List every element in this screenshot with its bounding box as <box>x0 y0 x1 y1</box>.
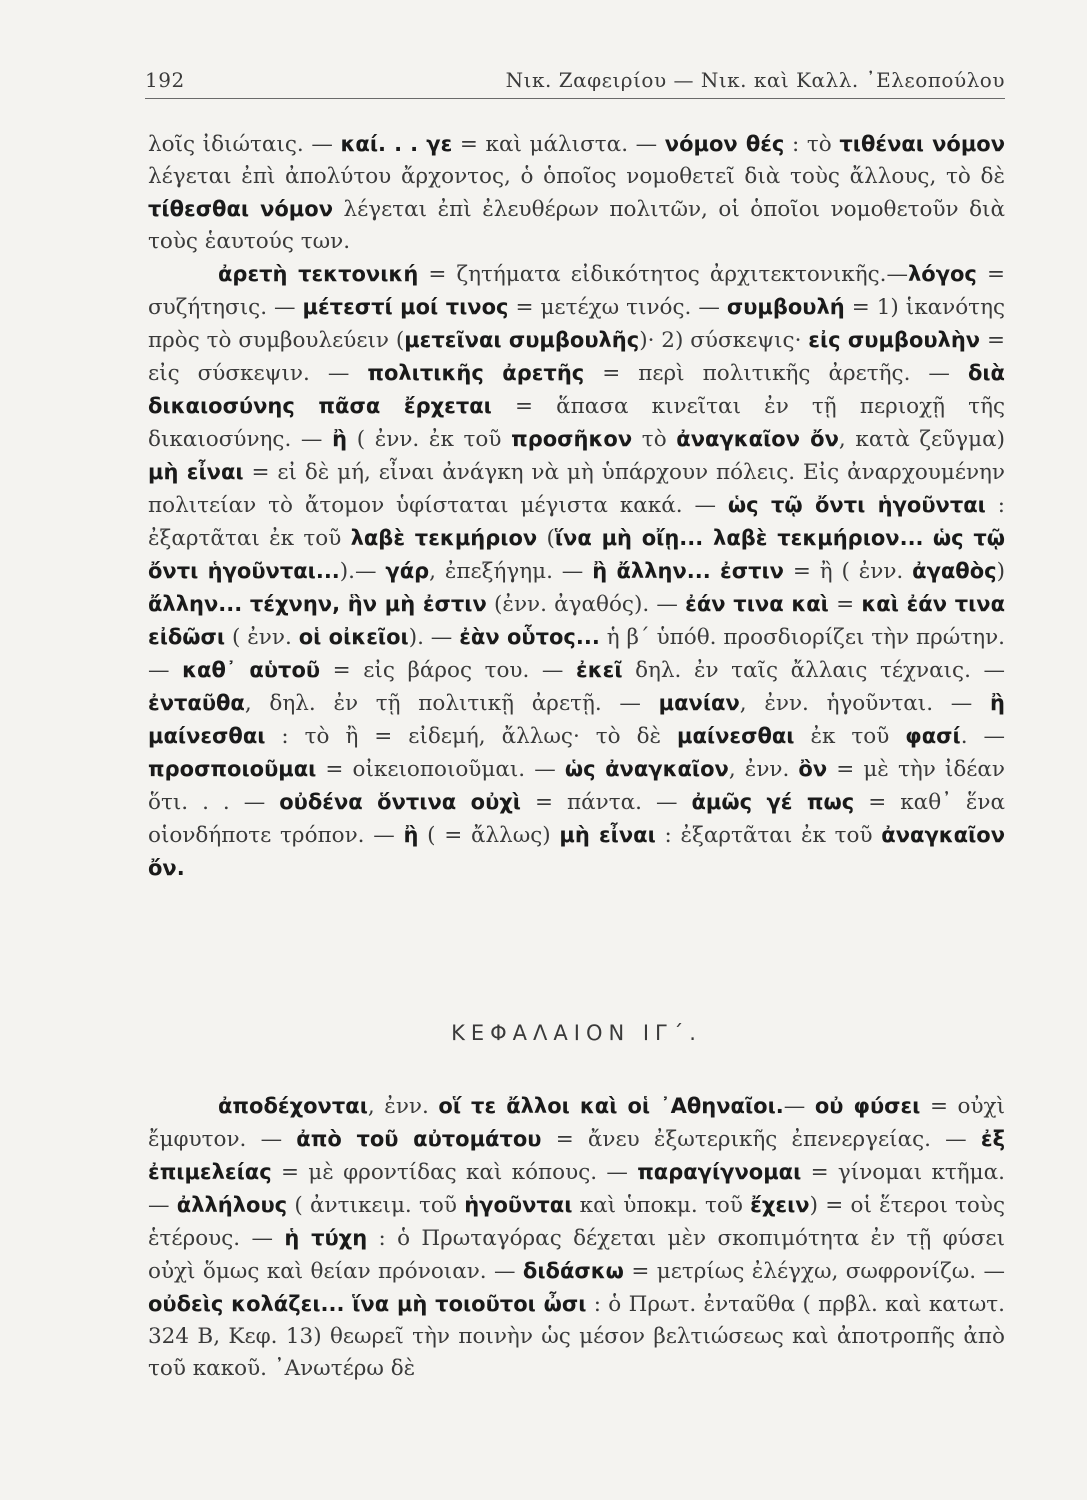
lemma: οὐδένα ὅντινα οὐχὶ <box>279 790 521 814</box>
gloss-text: δηλ. ἐν ταῖς ἄλλαις τέχναις. — <box>622 658 1005 683</box>
lemma: ἢ <box>403 823 419 847</box>
gloss-text: ἐκ τοῦ <box>794 724 906 749</box>
lemma: παραγίγνομαι <box>637 1160 802 1184</box>
lemma: προσῆκον <box>511 427 633 451</box>
lemma: νόμον θές <box>664 132 785 156</box>
lemma: γάρ <box>385 559 430 583</box>
gloss-text: , κατὰ ζεῦγμα) <box>838 427 1005 452</box>
gloss-text: , ἐνν. ἡγοῦνται. — <box>739 691 991 716</box>
paragraph <box>148 128 1005 258</box>
gloss-text: : ὁ Πρωταγόρας δέχεται μὲν σκοπιμότητα ἐν τῇ φύσει οὐχὶ ὅμως καὶ θείαν πρόνοιαν. — <box>148 1226 1005 1284</box>
gloss-text: — <box>783 1094 815 1119</box>
lemma: μαίνεσθαι <box>677 724 795 748</box>
gloss-text: = πάντα. — <box>521 790 692 815</box>
gloss-text: ( <box>537 526 555 551</box>
lemma: ἐκεῖ <box>576 658 623 682</box>
lemma: ἀποδέχονται <box>218 1094 368 1118</box>
lemma: διὰ δικαιοσύνης πᾶσα ἔρχεται <box>148 361 1005 418</box>
gloss-text: τὸ <box>632 427 677 452</box>
gloss-text: ( ἐνν. <box>225 625 299 650</box>
lemma: ἡ τύχη <box>284 1226 368 1250</box>
page-number: 192 <box>145 68 185 92</box>
gloss-text: ἡ β΄ ὑπόθ. προσδιορίζει τὴν πρώτην. — <box>148 625 1006 683</box>
gloss-text: ) = οἱ ἕτεροι τοὺς ἑτέρους. — <box>148 1193 1005 1251</box>
gloss-text: ) <box>996 559 1005 584</box>
lemma: οἱ οἰκεῖοι <box>298 625 409 649</box>
lemma: εἰς συμβουλὴν <box>808 328 981 352</box>
gloss-text: = μὲ τὴν ἰδέαν ὅτι. . . — <box>148 757 1005 815</box>
lemma: διδάσκω <box>522 1259 624 1283</box>
running-head <box>145 68 1005 99</box>
lemma: ἀπὸ τοῦ αὐτομάτου <box>296 1127 542 1151</box>
lemma: λαβὲ τεκμήριον <box>350 526 538 550</box>
gloss-text: . — <box>960 724 1006 749</box>
lemma: καθ᾿ αὑτοῦ <box>182 658 321 682</box>
lemma: οὐδεὶς κολάζει... ἵνα μὴ τοιοῦτοι ὦσι <box>148 1292 587 1316</box>
lemma: ὡς τῷ ὄντι ἡγοῦνται... <box>148 526 1005 583</box>
lemma: μὴ εἶναι <box>559 823 656 847</box>
lemma: ἀναγκαῖον ὄν <box>676 427 839 451</box>
gloss-text: ( ἐνν. ἐκ τοῦ <box>347 427 512 452</box>
lemma: ἐξ ἐπιμελείας <box>148 1127 1005 1184</box>
gloss-text: λέγεται ἐπὶ ἀπολύτου ἄρχοντος, ὁ ὁποῖος νομοθετεῖ διὰ τοὺς ἄλλους, τὸ δὲ <box>148 164 1005 189</box>
gloss-text: ).— <box>339 559 386 584</box>
gloss-text: = περὶ πολιτικῆς ἀρετῆς. — <box>584 361 968 386</box>
running-title: Νικ. Ζαφειρίου — Νικ. καὶ Καλλ. ᾿Ελεοπούλου <box>505 68 1005 92</box>
lemma: μανίαν <box>658 691 740 715</box>
lemma: μετεῖναι συμβουλῆς <box>404 328 640 352</box>
lemma: πολιτικῆς ἀρετῆς <box>367 361 585 385</box>
lemma: ἀναγκαῖον ὄν. <box>148 823 1006 880</box>
lemma: ἢ <box>332 427 348 451</box>
gloss-text: λοῖς ἰδιώταις. — <box>148 132 341 157</box>
gloss-text: = <box>828 592 862 617</box>
lemma: συμβουλή <box>726 295 845 319</box>
gloss-text <box>924 526 933 551</box>
gloss-text: , ἐνν. <box>728 757 799 782</box>
lemma: ὂν <box>798 757 828 781</box>
gloss-text: , ἐνν. <box>367 1094 439 1119</box>
gloss-text: = ἢ ( ἐνν. <box>783 559 913 584</box>
gloss-text: )· 2) σύσκεψις· <box>639 328 809 353</box>
gloss-text: = ἄνευ ἐξωτερικῆς ἐπενεργείας. — <box>541 1127 981 1152</box>
gloss-text: = γίνομαι κτῆμα. — <box>148 1160 1005 1218</box>
lemma: προσποιοῦμαι <box>148 757 317 781</box>
commentary-section-2 <box>148 1090 1005 1385</box>
gloss-text: : ἐξαρτᾶται ἐκ τοῦ <box>655 823 882 848</box>
lemma: ὡς ἀναγκαῖον <box>564 757 729 781</box>
gloss-text: : τὸ <box>784 132 840 157</box>
lemma: ἄλλην... τέχνην, ἣν μὴ ἐστιν <box>148 592 487 616</box>
lemma: καὶ ἐάν τινα εἰδῶσι <box>148 592 1006 649</box>
lemma: ἡγοῦνται <box>464 1193 573 1217</box>
lemma: ἢ ἄλλην... ἐστιν <box>592 559 784 583</box>
lemma: οὐ φύσει <box>814 1094 921 1118</box>
gloss-text: = εἰς βάρος του. — <box>320 658 577 683</box>
paragraph <box>148 258 1005 885</box>
lemma: ἔχειν <box>750 1193 810 1217</box>
gloss-text: ( ἀντικειμ. τοῦ <box>287 1193 465 1218</box>
gloss-text: = μετέχω τινός. — <box>508 295 727 320</box>
gloss-text: = ἅπασα κινεῖται ἐν τῇ περιοχῇ τῆς δικαιοσύνης. — <box>148 394 1005 452</box>
gloss-text: (ἐνν. ἀγαθός). — <box>486 592 686 617</box>
lemma: καί. . . γε <box>340 132 453 156</box>
lemma: ἀγαθὸς <box>912 559 997 583</box>
chapter-heading: ΚΕΦΑΛΑΙΟΝ ΙΓ΄. <box>451 1021 702 1045</box>
lemma: ἐνταῦθα <box>148 691 245 715</box>
gloss-text: = καθ᾿ ἕνα οἱονδήποτε τρόπον. — <box>148 790 1006 848</box>
gloss-text: = εἰ δὲ μή, εἶναι ἀνάγκη νὰ μὴ ὑπάρχουν πόλεις. Εἰς ἀναρχουμένην πολιτείαν τὸ ἄτομον ὑφίσταται μέγιστα κακά. — <box>148 460 1005 518</box>
gloss-text: ). — <box>408 625 460 650</box>
lemma: τιθέναι νόμον <box>839 132 1006 156</box>
lemma: οἵ τε ἄλλοι καὶ οἱ ᾿Αθηναῖοι. <box>438 1094 784 1118</box>
gloss-text: ( = ἄλλως) <box>418 823 560 848</box>
paragraph <box>148 1090 1005 1385</box>
lemma: ἀμῶς γέ πως <box>691 790 855 814</box>
gloss-text: καὶ ὑποκμ. τοῦ <box>572 1193 751 1218</box>
lemma: ἀλλήλους <box>176 1193 288 1217</box>
lemma: μέτεστί μοί τινος <box>302 295 509 319</box>
gloss-text: λέγεται ἐπὶ ἐλευθέρων πολιτῶν, οἱ ὁποῖοι νομοθετοῦν διὰ τοὺς ἑαυτούς των. <box>148 197 1005 254</box>
gloss-text: = μετρίως ἐλέγχω, σωφρονίζω. — <box>623 1259 1005 1284</box>
lemma: ἐάν τινα καὶ <box>685 592 829 616</box>
lemma: ἐὰν οὗτος... <box>459 625 600 649</box>
commentary-section-1 <box>148 128 1005 885</box>
gloss-text: = μὲ φροντίδας καὶ κόπους. — <box>271 1160 638 1185</box>
lemma: τίθεσθαι νόμον <box>148 197 333 221</box>
lemma: μὴ εἶναι <box>148 460 244 484</box>
gloss-text: : ἐξαρτᾶται ἐκ τοῦ <box>148 493 1006 551</box>
lemma: λόγος <box>907 262 977 286</box>
lemma: φασί <box>905 724 961 748</box>
gloss-text: : ὁ Πρωτ. ἐνταῦθα ( πρβλ. καὶ κατωτ. 324 Β, Κεφ. 13) θεωρεῖ τὴν ποινὴν ὡς μέσον βελτιώσεως καὶ ἀποτροπῆς ἀπὸ τοῦ κακοῦ. ᾿Ανωτέρω δὲ <box>148 1292 1005 1381</box>
gloss-text: = εἰς σύσκεψιν. — <box>148 328 1005 386</box>
gloss-text: = οὐχὶ ἔμφυτον. — <box>148 1094 1006 1152</box>
lemma: ὡς τῷ ὄντι ἡγοῦνται <box>727 493 986 517</box>
lemma: ἀρετὴ τεκτονική <box>218 262 419 286</box>
gloss-text: = συζήτησις. — <box>148 262 1005 320</box>
gloss-text: : τὸ ἢ = εἰδεμή, ἄλλως· τὸ δὲ <box>265 724 678 749</box>
gloss-text: = 1) ἱκανότης πρὸς τὸ συμβουλεύειν ( <box>148 295 1006 353</box>
gloss-text: , ἐπεξήγημ. — <box>429 559 593 584</box>
gloss-text: = καὶ μάλιστα. — <box>452 132 665 157</box>
gloss-text: = οἰκειοποιοῦμαι. — <box>316 757 565 782</box>
lemma: ἢ μαίνεσθαι <box>148 691 1005 748</box>
gloss-text: , δηλ. ἐν τῇ πολιτικῇ ἀρετῇ. — <box>244 691 659 716</box>
gloss-text: = ζητήματα εἰδικότητος ἀρχιτεκτονικῆς.— <box>418 262 908 287</box>
lemma: ἵνα μὴ οἴῃ... λαβὲ τεκμήριον... <box>554 526 924 550</box>
